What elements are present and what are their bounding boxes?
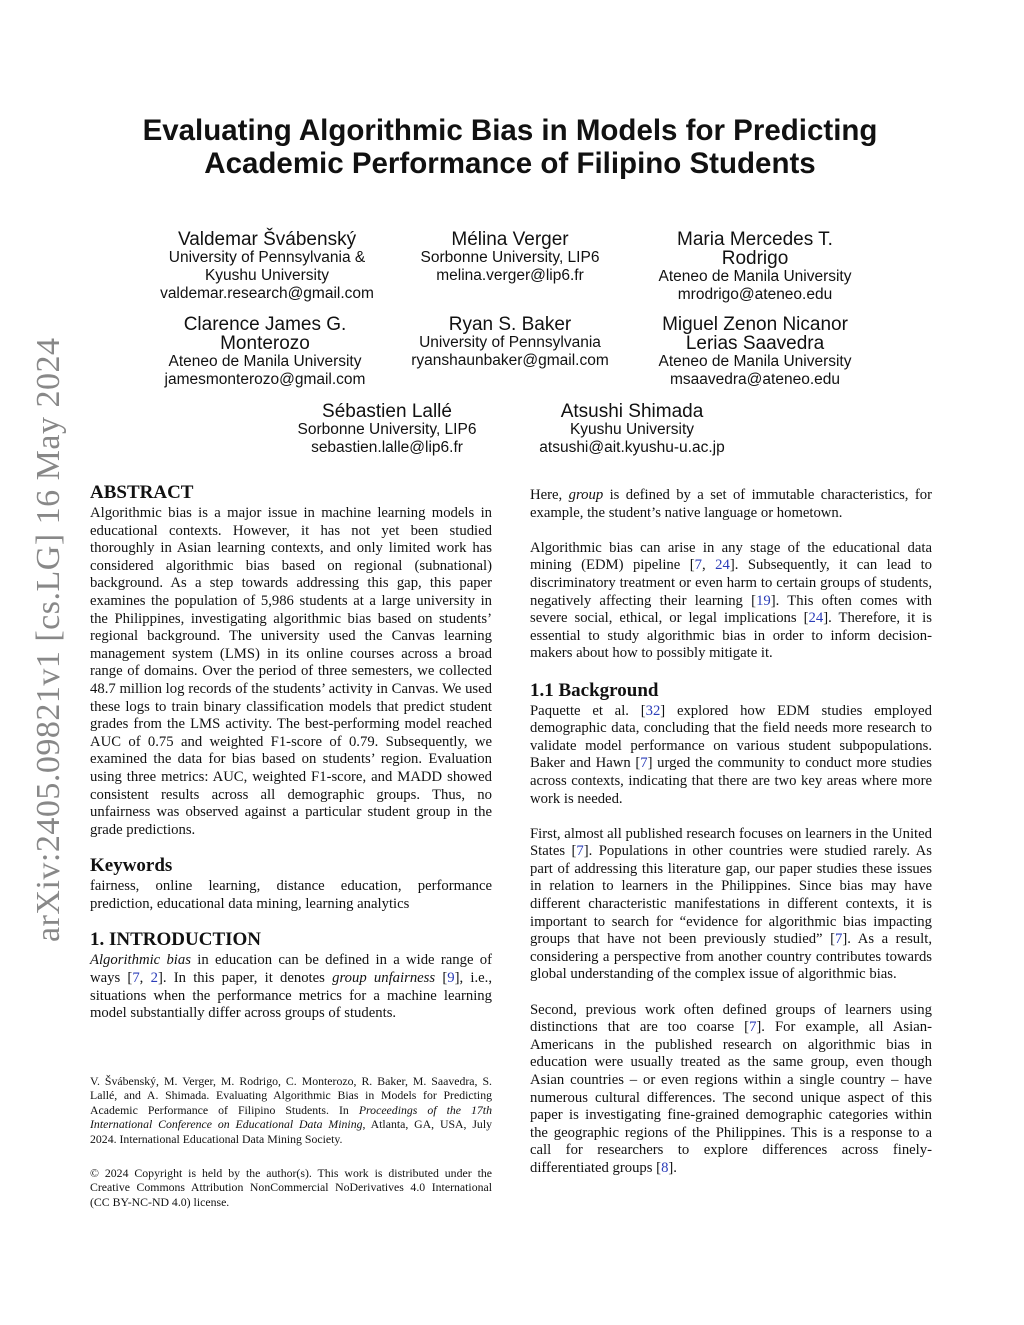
author-name: Monterozo — [220, 333, 310, 354]
citation-footnote: V. Švábenský, M. Verger, M. Rodrigo, C. Monterozo, R. Baker, M. Saavedra, S. Lallé, and A. Shimada. Evaluating Algorithmic Bias in Models for Predicting Academic Performance of Filipino Students. In Proceedings of the 17th International Conference on Educational Data Mining, Atlanta, GA, USA, July 2024. International Educational Data Mining Society. — [90, 1074, 493, 1146]
author-affiliation: Sorbonne University, LIP6 — [420, 249, 600, 266]
citation-link[interactable]: 8 — [661, 1159, 669, 1176]
author-affiliation: Kyushu University — [204, 267, 330, 284]
author-affiliation: University of Pennsylvania — [419, 334, 601, 351]
title-line-2: Academic Performance of Filipino Students — [204, 147, 816, 180]
keywords-text: fairness, online learning, distance education, performance prediction, educational data mining, learning analytics — [90, 878, 492, 912]
arxiv-identifier: arXiv:2405.09821v1 [cs.LG] 16 May 2024 — [30, 337, 67, 942]
author-email[interactable]: melina.verger@lip6.fr — [436, 267, 584, 284]
right-column — [530, 487, 932, 1178]
bias-paragraph: Algorithmic bias can arise in any stage of the educational data mining (EDM) pipeline [7, 24]. Subsequently, it can lead to discriminatory treatment or even harm to certain groups of students, negatively affecting their learning [19]. This often comes with severe social, ethical, or legal implications [24]. Therefore, it is essential to study algorithmic bias in order to inform decision-makers about how to possibly mitigate it. — [530, 539, 932, 662]
author-block — [502, 402, 762, 457]
abstract-text: Algorithmic bias is a major issue in machine learning models in educational contexts. However, it has not yet been studied thoroughly in Asian learning contexts, and only limited work has considered algorithmic bias based on regional (subnational) background. As a step towards addressing this gap, this paper examines the population of 5,986 students at a large university in the Philippines, investigating algorithmic bias based on students’ regional background. The university used the Canvas learning management system (LMS) in its online courses across a broad range of domains. Over the period of three semesters, we collected 48.7 million log records of the students’ activity in Canvas. We used these logs to train binary classification models that predict student grades from the LMS activity. The best-performing model reached AUC of 0.75 and weighted F1-score of 0.79. Subsequently, we examined the data for bias based on students’ region. Evaluation using three metrics: AUC, weighted F1-score, and MADD showed consistent results across all demographic groups. Thus, no unfairness was observed against a particular student group in the grade predictions. — [90, 505, 492, 838]
author-affiliation: Kyushu University — [569, 421, 695, 438]
author-name: Rodrigo — [721, 248, 789, 269]
citation-link[interactable]: 2 — [150, 970, 158, 987]
author-affiliation: Ateneo de Manila University — [658, 268, 852, 285]
author-email[interactable]: ryanshaunbaker@gmail.com — [411, 352, 609, 369]
author-name: Lerias Saavedra — [685, 333, 825, 354]
citation-link[interactable]: 7 — [576, 843, 584, 860]
author-name: Ryan S. Baker — [448, 314, 572, 335]
citation-link[interactable]: 7 — [132, 970, 140, 987]
author-block — [257, 402, 517, 457]
author-name: Maria Mercedes T. — [677, 229, 833, 250]
citation-link[interactable]: 24 — [715, 557, 730, 574]
citation-link[interactable]: 7 — [694, 557, 702, 574]
paper-title — [90, 114, 930, 180]
emphasis-text: group unfairness — [332, 970, 436, 987]
author-block — [625, 230, 885, 304]
intro-paragraph: Algorithmic bias in education can be defined in a wide range of ways [7, 2]. In this paper, it denotes group unfairness [9], i.e., situations when the performance metrics for a machine learning model substantially differ across groups of students. — [90, 952, 493, 1022]
author-name: Mélina Verger — [451, 229, 569, 250]
author-name: Valdemar Švábenský — [177, 229, 357, 250]
background-paragraph: Paquette et al. [32] explored how EDM studies employed demographic data, concluding that the field needs more research to validate model performance on various student subpopulations. Baker and Hawn [7] urged the community to conduct more studies across contexts, indicating that there are two key areas where more work is needed. — [530, 702, 933, 807]
citation-link[interactable]: 32 — [645, 702, 661, 719]
copyright-notice: © 2024 Copyright is held by the author(s). This work is distributed under the Creative Commons Attribution NonCommercial NoDerivatives 4.0 International (CC BY-NC-ND 4.0) license. — [90, 1166, 492, 1209]
author-block — [137, 230, 397, 303]
author-block — [380, 230, 640, 285]
first-point-paragraph: First, almost all published research focuses on learners in the United States [7]. Populations in other countries were studied rarely. As part of addressing this literature gap, our paper studies these issues in relation to learners in the Philippines. Since bias may have different characteristic manifestations in different contexts, it is important to search for “evidence for algorithmic bias impacting groups that have not been previously studied” [7]. As a result, considering a perspective from another country contributes towards global understanding of the complex issue of algorithmic bias. — [530, 825, 932, 983]
author-affiliation: University of Pennsylvania & — [168, 249, 366, 266]
author-block — [135, 315, 395, 389]
citation-link[interactable]: 7 — [749, 1019, 757, 1036]
venue-text: Proceedings of the 17th International Conference on Educational Data Mining — [90, 1102, 492, 1132]
author-email[interactable]: atsushi@ait.kyushu-u.ac.jp — [539, 439, 725, 456]
author-email[interactable]: msaavedra@ateneo.edu — [670, 371, 840, 388]
citation-link[interactable]: 7 — [835, 931, 843, 948]
citation-link[interactable]: 7 — [640, 755, 648, 772]
citation-link[interactable]: 24 — [808, 610, 824, 627]
introduction-heading: 1. INTRODUCTION — [90, 929, 262, 951]
author-affiliation: Ateneo de Manila University — [658, 353, 852, 370]
author-email[interactable]: mrodrigo@ateneo.edu — [677, 286, 833, 303]
citation-link[interactable]: 9 — [447, 970, 455, 987]
second-point-paragraph: Second, previous work often defined groups of learners using distinctions that are too coarse [7]. For example, all Asian-Americans in the published research on algorithmic bias in education were usually treated as the same group, even though Asian countries – or even regions within a single country – have numerous cultural differences. The second unique aspect of this paper is investigating fine-grained demographic categories within the geographic regions of the Philippines. This is a response to a call for researchers to explore differences across finely-differentiated groups [8]. — [530, 1001, 932, 1176]
author-name: Clarence James G. — [183, 314, 347, 335]
keywords-heading: Keywords — [90, 855, 173, 877]
author-email[interactable]: valdemar.research@gmail.com — [160, 285, 374, 302]
emphasis-text: Algorithmic bias — [90, 952, 191, 969]
title-line-1: Evaluating Algorithmic Bias in Models for Predicting — [142, 114, 878, 147]
citation-link[interactable]: 19 — [756, 592, 771, 609]
author-block — [380, 315, 640, 370]
author-name: Miguel Zenon Nicanor — [662, 314, 848, 335]
author-affiliation: Sorbonne University, LIP6 — [297, 421, 477, 438]
abstract-heading: ABSTRACT — [90, 482, 194, 503]
author-email[interactable]: jamesmonterozo@gmail.com — [164, 371, 366, 388]
author-block — [625, 315, 885, 389]
author-name: Atsushi Shimada — [560, 401, 704, 422]
author-name: Sébastien Lallé — [322, 401, 452, 422]
group-definition-paragraph: Here, group is defined by a set of immutable characteristics, for example, the student’s native language or hometown. — [530, 487, 933, 521]
background-heading: 1.1 Background — [530, 679, 659, 701]
author-email[interactable]: sebastien.lalle@lip6.fr — [311, 439, 463, 456]
left-column — [90, 483, 492, 1023]
author-affiliation: Ateneo de Manila University — [168, 353, 362, 370]
